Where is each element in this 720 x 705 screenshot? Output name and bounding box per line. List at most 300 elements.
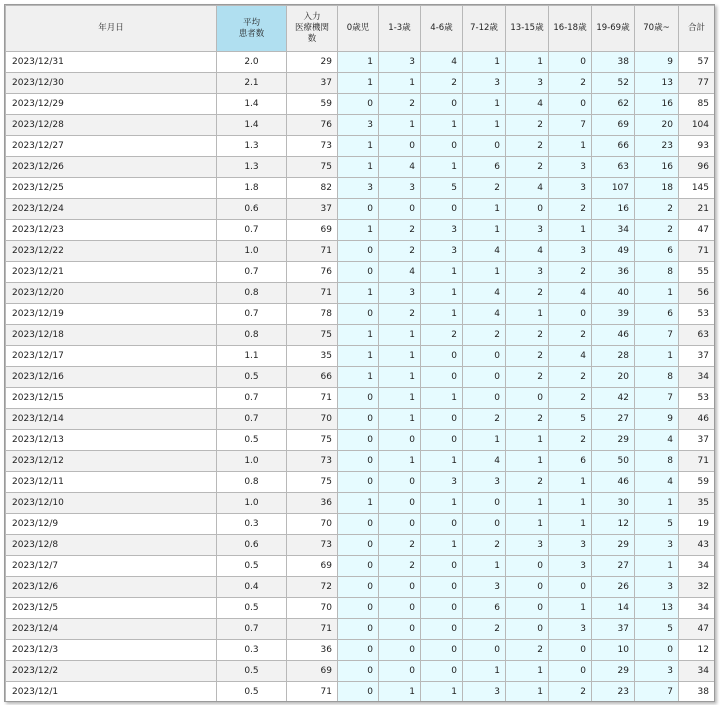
row-total-cell: 63 [679, 325, 715, 346]
row-age-group-cell: 0 [463, 640, 506, 661]
row-age-group-cell: 3 [463, 73, 506, 94]
row-average-cell: 1.3 [217, 157, 287, 178]
table-row [6, 115, 715, 136]
row-date-cell: 2023/12/18 [6, 325, 217, 346]
row-age-group-cell: 0 [549, 577, 592, 598]
table-row [6, 94, 715, 115]
row-age-group-cell: 8 [635, 451, 679, 472]
header-row [6, 6, 715, 52]
row-age-group-cell: 4 [506, 241, 549, 262]
table-row [6, 388, 715, 409]
row-age-group-cell: 0 [338, 199, 379, 220]
row-institutions-cell: 36 [287, 493, 338, 514]
row-age-group-cell: 0 [379, 640, 421, 661]
row-age-group-cell: 0 [549, 52, 592, 73]
row-age-group-cell: 1 [463, 661, 506, 682]
row-age-group-cell: 0 [421, 661, 463, 682]
row-institutions-cell: 70 [287, 514, 338, 535]
row-age-group-cell: 0 [338, 556, 379, 577]
row-date-cell: 2023/12/11 [6, 472, 217, 493]
row-institutions-cell: 76 [287, 115, 338, 136]
row-date-cell: 2023/12/5 [6, 598, 217, 619]
row-institutions-cell: 66 [287, 367, 338, 388]
row-age-group-cell: 0 [421, 430, 463, 451]
row-age-group-cell: 6 [549, 451, 592, 472]
header-average-line2: 患者数 [238, 28, 265, 39]
row-total-cell: 34 [679, 598, 715, 619]
row-institutions-cell: 37 [287, 73, 338, 94]
row-average-cell: 1.0 [217, 451, 287, 472]
row-age-group-cell: 2 [549, 262, 592, 283]
row-age-group-cell: 2 [506, 409, 549, 430]
header-age-70-plus[interactable]: 70歳~ [635, 6, 679, 52]
table-row [6, 409, 715, 430]
row-institutions-cell: 71 [287, 241, 338, 262]
row-age-group-cell: 0 [338, 430, 379, 451]
row-total-cell: 59 [679, 472, 715, 493]
row-age-group-cell: 2 [506, 346, 549, 367]
row-age-group-cell: 3 [506, 535, 549, 556]
row-total-cell: 35 [679, 493, 715, 514]
row-total-cell: 57 [679, 52, 715, 73]
row-age-group-cell: 4 [463, 241, 506, 262]
row-date-cell: 2023/12/9 [6, 514, 217, 535]
row-average-cell: 2.0 [217, 52, 287, 73]
table-row [6, 346, 715, 367]
row-age-group-cell: 0 [463, 493, 506, 514]
row-age-group-cell: 0 [506, 199, 549, 220]
row-age-group-cell: 1 [506, 682, 549, 703]
row-age-group-cell: 0 [338, 94, 379, 115]
row-institutions-cell: 36 [287, 640, 338, 661]
row-age-group-cell: 20 [592, 367, 635, 388]
row-age-group-cell: 0 [338, 304, 379, 325]
row-total-cell: 145 [679, 178, 715, 199]
header-age-1-3[interactable]: 1-3歳 [379, 6, 421, 52]
row-age-group-cell: 3 [549, 535, 592, 556]
row-age-group-cell: 3 [549, 241, 592, 262]
row-age-group-cell: 1 [506, 493, 549, 514]
row-total-cell: 93 [679, 136, 715, 157]
row-average-cell: 0.5 [217, 430, 287, 451]
row-total-cell: 34 [679, 556, 715, 577]
row-age-group-cell: 2 [549, 682, 592, 703]
row-age-group-cell: 0 [338, 241, 379, 262]
row-institutions-cell: 35 [287, 346, 338, 367]
table-row [6, 619, 715, 640]
row-age-group-cell: 6 [463, 157, 506, 178]
row-institutions-cell: 73 [287, 136, 338, 157]
row-age-group-cell: 1 [421, 157, 463, 178]
row-date-cell: 2023/12/7 [6, 556, 217, 577]
row-age-group-cell: 0 [549, 94, 592, 115]
row-age-group-cell: 1 [421, 115, 463, 136]
header-age-19-69[interactable]: 19-69歳 [592, 6, 635, 52]
row-age-group-cell: 0 [549, 640, 592, 661]
row-age-group-cell: 2 [549, 430, 592, 451]
row-age-group-cell: 2 [421, 325, 463, 346]
row-average-cell: 0.3 [217, 514, 287, 535]
table-row [6, 493, 715, 514]
table-frame [4, 4, 715, 702]
row-age-group-cell: 0 [463, 346, 506, 367]
row-age-group-cell: 29 [592, 661, 635, 682]
row-age-group-cell: 46 [592, 472, 635, 493]
row-age-group-cell: 0 [421, 619, 463, 640]
row-institutions-cell: 71 [287, 682, 338, 703]
row-age-group-cell: 2 [506, 325, 549, 346]
row-age-group-cell: 36 [592, 262, 635, 283]
row-age-group-cell: 0 [635, 640, 679, 661]
row-age-group-cell: 14 [592, 598, 635, 619]
row-age-group-cell: 3 [421, 472, 463, 493]
header-total[interactable]: 合計 [679, 6, 715, 52]
row-age-group-cell: 62 [592, 94, 635, 115]
row-age-group-cell: 9 [635, 52, 679, 73]
row-age-group-cell: 4 [549, 346, 592, 367]
row-age-group-cell: 7 [549, 115, 592, 136]
row-institutions-cell: 37 [287, 199, 338, 220]
row-age-group-cell: 0 [421, 514, 463, 535]
row-age-group-cell: 13 [635, 598, 679, 619]
row-age-group-cell: 2 [506, 157, 549, 178]
row-age-group-cell: 0 [338, 598, 379, 619]
row-age-group-cell: 30 [592, 493, 635, 514]
row-age-group-cell: 29 [592, 430, 635, 451]
row-age-group-cell: 1 [463, 262, 506, 283]
row-age-group-cell: 39 [592, 304, 635, 325]
row-age-group-cell: 1 [635, 283, 679, 304]
row-age-group-cell: 0 [421, 640, 463, 661]
row-age-group-cell: 1 [338, 346, 379, 367]
row-age-group-cell: 1 [338, 157, 379, 178]
row-age-group-cell: 1 [635, 493, 679, 514]
row-average-cell: 0.7 [217, 619, 287, 640]
row-age-group-cell: 27 [592, 409, 635, 430]
header-date[interactable]: 年月日 [6, 6, 217, 52]
row-age-group-cell: 1 [338, 283, 379, 304]
row-institutions-cell: 69 [287, 661, 338, 682]
row-age-group-cell: 3 [379, 178, 421, 199]
row-total-cell: 71 [679, 451, 715, 472]
row-institutions-cell: 71 [287, 388, 338, 409]
row-age-group-cell: 3 [549, 178, 592, 199]
table-row [6, 157, 715, 178]
row-age-group-cell: 2 [463, 619, 506, 640]
row-age-group-cell: 69 [592, 115, 635, 136]
row-age-group-cell: 1 [549, 136, 592, 157]
row-age-group-cell: 1 [338, 325, 379, 346]
row-total-cell: 71 [679, 241, 715, 262]
row-total-cell: 32 [679, 577, 715, 598]
row-age-group-cell: 0 [549, 304, 592, 325]
row-total-cell: 55 [679, 262, 715, 283]
row-average-cell: 1.0 [217, 241, 287, 262]
table-row [6, 577, 715, 598]
row-age-group-cell: 12 [592, 514, 635, 535]
row-age-group-cell: 3 [549, 619, 592, 640]
row-age-group-cell: 3 [421, 220, 463, 241]
row-age-group-cell: 2 [506, 136, 549, 157]
row-date-cell: 2023/12/14 [6, 409, 217, 430]
row-age-group-cell: 2 [379, 304, 421, 325]
row-age-group-cell: 1 [549, 472, 592, 493]
row-age-group-cell: 1 [421, 283, 463, 304]
row-average-cell: 0.5 [217, 661, 287, 682]
row-age-group-cell: 1 [506, 304, 549, 325]
row-age-group-cell: 1 [549, 514, 592, 535]
row-age-group-cell: 1 [549, 598, 592, 619]
row-age-group-cell: 3 [506, 73, 549, 94]
row-age-group-cell: 0 [421, 199, 463, 220]
row-age-group-cell: 4 [635, 472, 679, 493]
row-age-group-cell: 4 [463, 304, 506, 325]
row-age-group-cell: 3 [506, 262, 549, 283]
row-age-group-cell: 0 [421, 598, 463, 619]
row-age-group-cell: 1 [379, 409, 421, 430]
row-average-cell: 0.6 [217, 535, 287, 556]
row-date-cell: 2023/12/8 [6, 535, 217, 556]
row-date-cell: 2023/12/4 [6, 619, 217, 640]
row-total-cell: 53 [679, 304, 715, 325]
row-age-group-cell: 0 [379, 136, 421, 157]
row-date-cell: 2023/12/6 [6, 577, 217, 598]
row-age-group-cell: 0 [463, 514, 506, 535]
header-average-patients[interactable] [217, 6, 287, 52]
row-age-group-cell: 0 [421, 409, 463, 430]
row-age-group-cell: 1 [549, 493, 592, 514]
row-age-group-cell: 1 [421, 451, 463, 472]
row-average-cell: 2.1 [217, 73, 287, 94]
row-date-cell: 2023/12/20 [6, 283, 217, 304]
row-age-group-cell: 16 [635, 94, 679, 115]
row-age-group-cell: 42 [592, 388, 635, 409]
table-row [6, 556, 715, 577]
row-date-cell: 2023/12/1 [6, 682, 217, 703]
row-age-group-cell: 0 [338, 640, 379, 661]
row-age-group-cell: 13 [635, 73, 679, 94]
row-total-cell: 104 [679, 115, 715, 136]
row-age-group-cell: 2 [379, 556, 421, 577]
row-age-group-cell: 2 [379, 94, 421, 115]
row-age-group-cell: 18 [635, 178, 679, 199]
row-age-group-cell: 6 [463, 598, 506, 619]
row-age-group-cell: 2 [506, 115, 549, 136]
table-row [6, 178, 715, 199]
table-row [6, 451, 715, 472]
row-age-group-cell: 1 [463, 52, 506, 73]
row-age-group-cell: 0 [463, 367, 506, 388]
row-age-group-cell: 34 [592, 220, 635, 241]
table-row [6, 241, 715, 262]
row-institutions-cell: 75 [287, 472, 338, 493]
row-total-cell: 37 [679, 346, 715, 367]
row-date-cell: 2023/12/24 [6, 199, 217, 220]
row-age-group-cell: 1 [421, 304, 463, 325]
row-age-group-cell: 3 [338, 115, 379, 136]
row-age-group-cell: 4 [379, 262, 421, 283]
row-age-group-cell: 4 [549, 283, 592, 304]
row-institutions-cell: 75 [287, 430, 338, 451]
row-age-group-cell: 7 [635, 388, 679, 409]
row-date-cell: 2023/12/29 [6, 94, 217, 115]
row-age-group-cell: 2 [421, 73, 463, 94]
row-average-cell: 0.8 [217, 325, 287, 346]
row-date-cell: 2023/12/16 [6, 367, 217, 388]
row-age-group-cell: 2 [463, 535, 506, 556]
row-age-group-cell: 0 [463, 388, 506, 409]
row-total-cell: 53 [679, 388, 715, 409]
row-average-cell: 0.7 [217, 220, 287, 241]
row-age-group-cell: 1 [421, 262, 463, 283]
row-age-group-cell: 0 [338, 451, 379, 472]
header-age-4-6[interactable]: 4-6歳 [421, 6, 463, 52]
row-age-group-cell: 3 [506, 220, 549, 241]
row-age-group-cell: 3 [463, 577, 506, 598]
row-average-cell: 1.4 [217, 94, 287, 115]
row-age-group-cell: 63 [592, 157, 635, 178]
row-age-group-cell: 0 [421, 367, 463, 388]
row-age-group-cell: 5 [635, 619, 679, 640]
row-institutions-cell: 82 [287, 178, 338, 199]
header-age-13-15[interactable]: 13-15歳 [506, 6, 549, 52]
row-institutions-cell: 75 [287, 157, 338, 178]
row-age-group-cell: 0 [421, 556, 463, 577]
row-age-group-cell: 1 [506, 661, 549, 682]
row-age-group-cell: 2 [379, 220, 421, 241]
row-age-group-cell: 0 [463, 136, 506, 157]
table-row [6, 535, 715, 556]
row-age-group-cell: 66 [592, 136, 635, 157]
row-date-cell: 2023/12/27 [6, 136, 217, 157]
row-age-group-cell: 0 [379, 598, 421, 619]
row-age-group-cell: 2 [506, 367, 549, 388]
row-institutions-cell: 72 [287, 577, 338, 598]
table-row [6, 661, 715, 682]
row-average-cell: 0.5 [217, 598, 287, 619]
row-age-group-cell: 3 [338, 178, 379, 199]
row-institutions-cell: 76 [287, 262, 338, 283]
row-age-group-cell: 1 [379, 388, 421, 409]
header-age-16-18[interactable]: 16-18歳 [549, 6, 592, 52]
row-age-group-cell: 0 [338, 409, 379, 430]
row-age-group-cell: 4 [635, 430, 679, 451]
table-row [6, 52, 715, 73]
row-age-group-cell: 0 [421, 94, 463, 115]
row-date-cell: 2023/12/15 [6, 388, 217, 409]
row-age-group-cell: 1 [379, 325, 421, 346]
row-age-group-cell: 1 [338, 73, 379, 94]
table-row [6, 73, 715, 94]
row-age-group-cell: 2 [379, 241, 421, 262]
row-average-cell: 1.3 [217, 136, 287, 157]
row-age-group-cell: 6 [635, 304, 679, 325]
row-age-group-cell: 0 [338, 661, 379, 682]
row-age-group-cell: 2 [463, 409, 506, 430]
row-age-group-cell: 0 [338, 682, 379, 703]
row-age-group-cell: 20 [635, 115, 679, 136]
row-date-cell: 2023/12/30 [6, 73, 217, 94]
row-age-group-cell: 3 [463, 472, 506, 493]
row-date-cell: 2023/12/22 [6, 241, 217, 262]
row-age-group-cell: 10 [592, 640, 635, 661]
header-institutions[interactable] [287, 6, 338, 52]
row-age-group-cell: 5 [635, 514, 679, 535]
row-age-group-cell: 1 [506, 451, 549, 472]
row-age-group-cell: 3 [421, 241, 463, 262]
row-date-cell: 2023/12/2 [6, 661, 217, 682]
table-body [6, 52, 715, 703]
row-age-group-cell: 0 [379, 661, 421, 682]
row-age-group-cell: 6 [635, 241, 679, 262]
row-age-group-cell: 40 [592, 283, 635, 304]
row-age-group-cell: 0 [506, 619, 549, 640]
table-row [6, 514, 715, 535]
row-age-group-cell: 52 [592, 73, 635, 94]
table-row [6, 682, 715, 703]
table-row [6, 304, 715, 325]
row-age-group-cell: 0 [379, 493, 421, 514]
row-age-group-cell: 0 [379, 514, 421, 535]
row-age-group-cell: 0 [421, 577, 463, 598]
row-age-group-cell: 8 [635, 262, 679, 283]
row-age-group-cell: 2 [379, 535, 421, 556]
row-age-group-cell: 4 [463, 283, 506, 304]
row-age-group-cell: 27 [592, 556, 635, 577]
row-date-cell: 2023/12/17 [6, 346, 217, 367]
header-age-0[interactable]: 0歳児 [338, 6, 379, 52]
row-date-cell: 2023/12/13 [6, 430, 217, 451]
header-age-7-12[interactable]: 7-12歳 [463, 6, 506, 52]
row-age-group-cell: 1 [506, 52, 549, 73]
table-row [6, 220, 715, 241]
row-age-group-cell: 49 [592, 241, 635, 262]
header-institutions-line3: 数 [307, 34, 317, 44]
row-total-cell: 37 [679, 430, 715, 451]
row-age-group-cell: 0 [506, 577, 549, 598]
row-age-group-cell: 38 [592, 52, 635, 73]
row-date-cell: 2023/12/21 [6, 262, 217, 283]
row-date-cell: 2023/12/12 [6, 451, 217, 472]
row-age-group-cell: 3 [635, 535, 679, 556]
row-average-cell: 0.8 [217, 283, 287, 304]
row-total-cell: 34 [679, 367, 715, 388]
row-age-group-cell: 1 [379, 346, 421, 367]
row-average-cell: 0.8 [217, 472, 287, 493]
patient-count-table [5, 5, 715, 702]
row-age-group-cell: 1 [338, 136, 379, 157]
table-row [6, 472, 715, 493]
row-age-group-cell: 1 [379, 367, 421, 388]
row-age-group-cell: 1 [338, 367, 379, 388]
row-age-group-cell: 2 [549, 367, 592, 388]
row-age-group-cell: 3 [379, 283, 421, 304]
row-age-group-cell: 0 [338, 262, 379, 283]
row-age-group-cell: 2 [463, 178, 506, 199]
row-age-group-cell: 0 [338, 577, 379, 598]
table-row [6, 367, 715, 388]
row-institutions-cell: 71 [287, 619, 338, 640]
row-age-group-cell: 1 [421, 535, 463, 556]
row-date-cell: 2023/12/3 [6, 640, 217, 661]
row-institutions-cell: 73 [287, 451, 338, 472]
row-average-cell: 0.5 [217, 367, 287, 388]
row-institutions-cell: 69 [287, 556, 338, 577]
row-age-group-cell: 23 [635, 136, 679, 157]
row-age-group-cell: 0 [338, 535, 379, 556]
row-age-group-cell: 1 [338, 52, 379, 73]
row-average-cell: 0.7 [217, 388, 287, 409]
